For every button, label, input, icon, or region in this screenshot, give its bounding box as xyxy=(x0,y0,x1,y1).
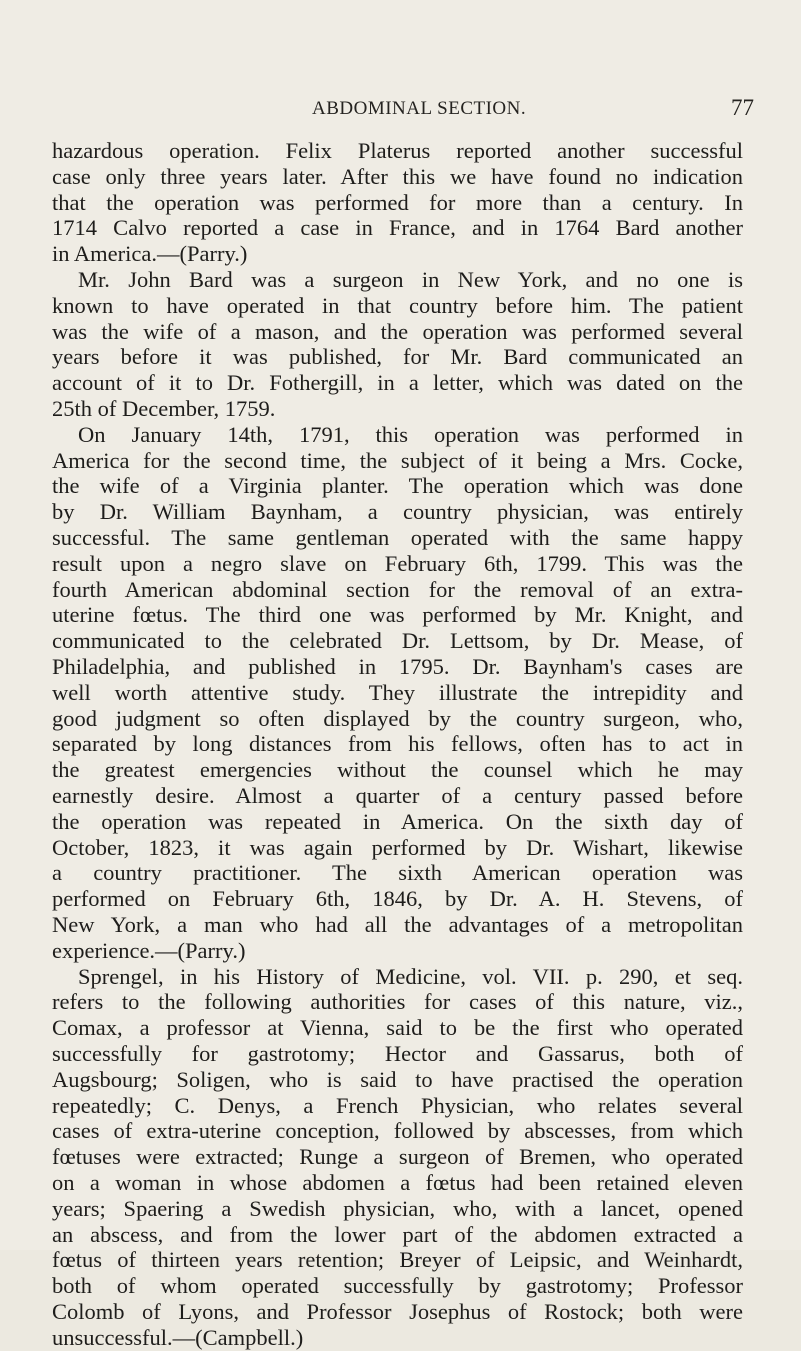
text-line: on a woman in whose abdomen a fœtus had been retained eleven xyxy=(52,1170,743,1195)
text-line: account of it to Dr. Fothergill, in a letter, which was dated on the xyxy=(52,370,743,395)
text-line: Philadelphia, and published in 1795. Dr. Baynham's cases are xyxy=(52,654,743,679)
running-title: ABDOMINAL SECTION. xyxy=(312,98,527,119)
text-line: On January 14th, 1791, this operation was performed in xyxy=(78,422,743,447)
text-line: Sprengel, in his History of Medicine, vol. VII. p. 290, et seq. xyxy=(78,964,743,989)
text-line: the greatest emergencies without the counsel which he may xyxy=(52,757,743,782)
text-line: refers to the following authorities for cases of this nature, viz., xyxy=(52,989,743,1014)
text-line: unsuccessful.—(Campbell.) xyxy=(52,1325,304,1350)
text-line: an abscess, and from the lower part of the abdomen extracted a xyxy=(52,1222,743,1247)
text-line: good judgment so often displayed by the country surgeon, who, xyxy=(52,706,743,731)
text-line: years before it was published, for Mr. Bard communicated an xyxy=(52,344,743,369)
text-line: performed on February 6th, 1846, by Dr. A. H. Stevens, of xyxy=(52,886,743,911)
text-line: cases of extra-uterine conception, followed by abscesses, from which xyxy=(52,1118,743,1143)
text-line: earnestly desire. Almost a quarter of a century passed before xyxy=(52,783,743,808)
text-line: that the operation was performed for more than a century. In xyxy=(52,190,743,215)
page-number: 77 xyxy=(731,95,754,120)
text-line: Comax, a professor at Vienna, said to be the first who operated xyxy=(52,1015,743,1040)
text-line: fourth American abdominal section for the removal of an extra- xyxy=(52,577,743,602)
text-line: communicated to the celebrated Dr. Lettsom, by Dr. Mease, of xyxy=(52,628,743,653)
text-line: in America.—(Parry.) xyxy=(52,241,248,266)
text-line: Augsbourg; Soligen, who is said to have practised the operation xyxy=(52,1067,743,1092)
text-line: both of whom operated successfully by gastrotomy; Professor xyxy=(52,1273,743,1298)
text-line: the wife of a Virginia planter. The operation which was done xyxy=(52,473,743,498)
text-line: was the wife of a mason, and the operation was performed several xyxy=(52,319,743,344)
text-line: years; Spaering a Swedish physician, who, with a lancet, opened xyxy=(52,1196,743,1221)
text-line: uterine fœtus. The third one was performed by Mr. Knight, and xyxy=(52,602,743,627)
text-line: a country practitioner. The sixth American operation was xyxy=(52,860,743,885)
text-line: fœtus of thirteen years retention; Breyer of Leipsic, and Weinhardt, xyxy=(52,1247,743,1272)
text-line: fœtuses were extracted; Runge a surgeon of Bremen, who operated xyxy=(52,1144,743,1169)
text-line: separated by long distances from his fellows, often has to act in xyxy=(52,731,743,756)
text-line: Mr. John Bard was a surgeon in New York, and no one is xyxy=(78,267,743,292)
text-line: well worth attentive study. They illustrate the intrepidity and xyxy=(52,680,743,705)
text-line: hazardous operation. Felix Platerus reported another successful xyxy=(52,138,743,163)
text-line: 25th of December, 1759. xyxy=(52,396,276,421)
text-line: October, 1823, it was again performed by Dr. Wishart, likewise xyxy=(52,835,743,860)
text-line: result upon a negro slave on February 6th, 1799. This was the xyxy=(52,551,743,576)
text-line: America for the second time, the subject of it being a Mrs. Cocke, xyxy=(52,448,743,473)
text-line: New York, a man who had all the advantages of a metropolitan xyxy=(52,912,743,937)
text-line: the operation was repeated in America. On the sixth day of xyxy=(52,809,743,834)
text-line: known to have operated in that country before him. The patient xyxy=(52,293,743,318)
text-line: repeatedly; C. Denys, a French Physician, who relates several xyxy=(52,1093,743,1118)
text-line: experience.—(Parry.) xyxy=(52,938,246,963)
text-line: 1714 Calvo reported a case in France, and in 1764 Bard another xyxy=(52,215,743,240)
text-line: by Dr. William Baynham, a country physician, was entirely xyxy=(52,499,743,524)
text-line: Colomb of Lyons, and Professor Josephus of Rostock; both were xyxy=(52,1299,743,1324)
text-line: case only three years later. After this we have found no indication xyxy=(52,164,743,189)
text-line: successfully for gastrotomy; Hector and Gassarus, both of xyxy=(52,1041,743,1066)
text-line: successful. The same gentleman operated with the same happy xyxy=(52,525,743,550)
running-header xyxy=(0,95,801,128)
